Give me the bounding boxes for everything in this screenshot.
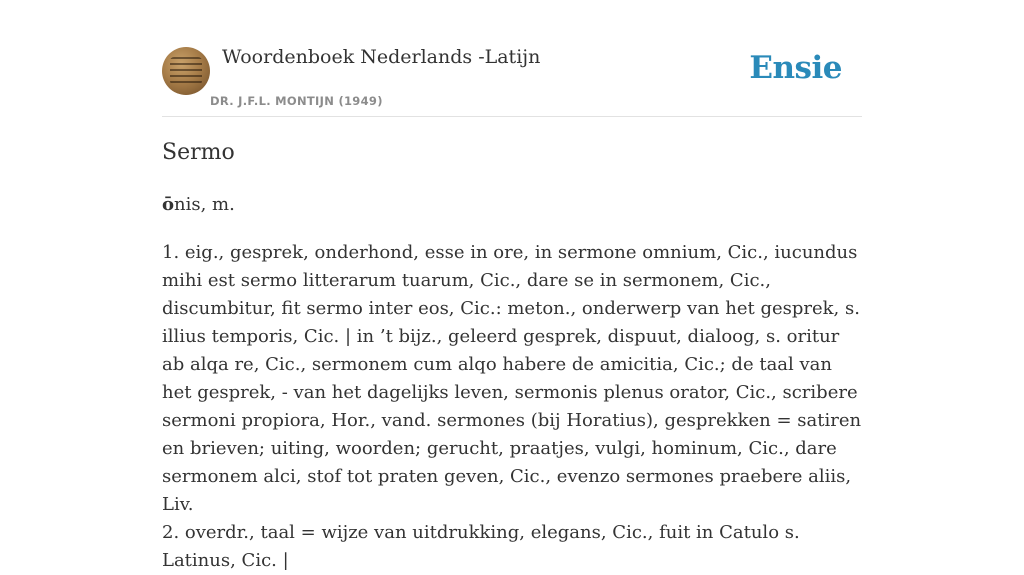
dictionary-header: [162, 44, 862, 117]
grammar-ending-bold: ō: [162, 194, 175, 215]
grammar-ending-rest: nis, m.: [174, 194, 235, 215]
dictionary-author: DR. J.F.L. MONTIJN (1949): [210, 94, 383, 108]
ensie-logo-link[interactable]: Ensie: [749, 50, 842, 86]
entry-grammar: [162, 194, 235, 215]
book-cover-image[interactable]: [162, 47, 210, 95]
book-cover-text-pattern: [170, 57, 202, 85]
definition-paragraph-2: 2. overdr., taal = wijze van uitdrukking, elegans, Cic., fuit in Catulo s. Latinus, Cic. |: [162, 522, 800, 571]
dictionary-title[interactable]: Woordenboek Nederlands -Latijn: [222, 46, 541, 68]
entry-definitions: [162, 239, 862, 575]
definition-paragraph-1: 1. eig., gesprek, onderhond, esse in ore, in sermone omnium, Cic., iucundus mihi est sermo litterarum tuarum, Cic., dare se in sermonem, Cic., discumbitur, fit sermo inter eos, Cic.: meton., onderwerp van het gesprek, s. illius temporis, Cic. | in ’t bijz., geleerd gesprek, dispuut, dialoog, s. oritur ab alqa re, Cic., sermonem cum alqo habere de amicitia, Cic.; de taal van het gesprek, - van het dagelijks leven, sermonis plenus orator, Cic., scribere sermoni propiora, Hor., vand. sermones (bij Horatius), gesprekken = satiren en brieven; uiting, woorden; gerucht, praatjes, vulgi, hominum, Cic., dare sermonem alci, stof tot praten geven, Cic., evenzo sermones praebere aliis, Liv.: [162, 242, 862, 515]
entry-title: Sermo: [162, 140, 235, 165]
